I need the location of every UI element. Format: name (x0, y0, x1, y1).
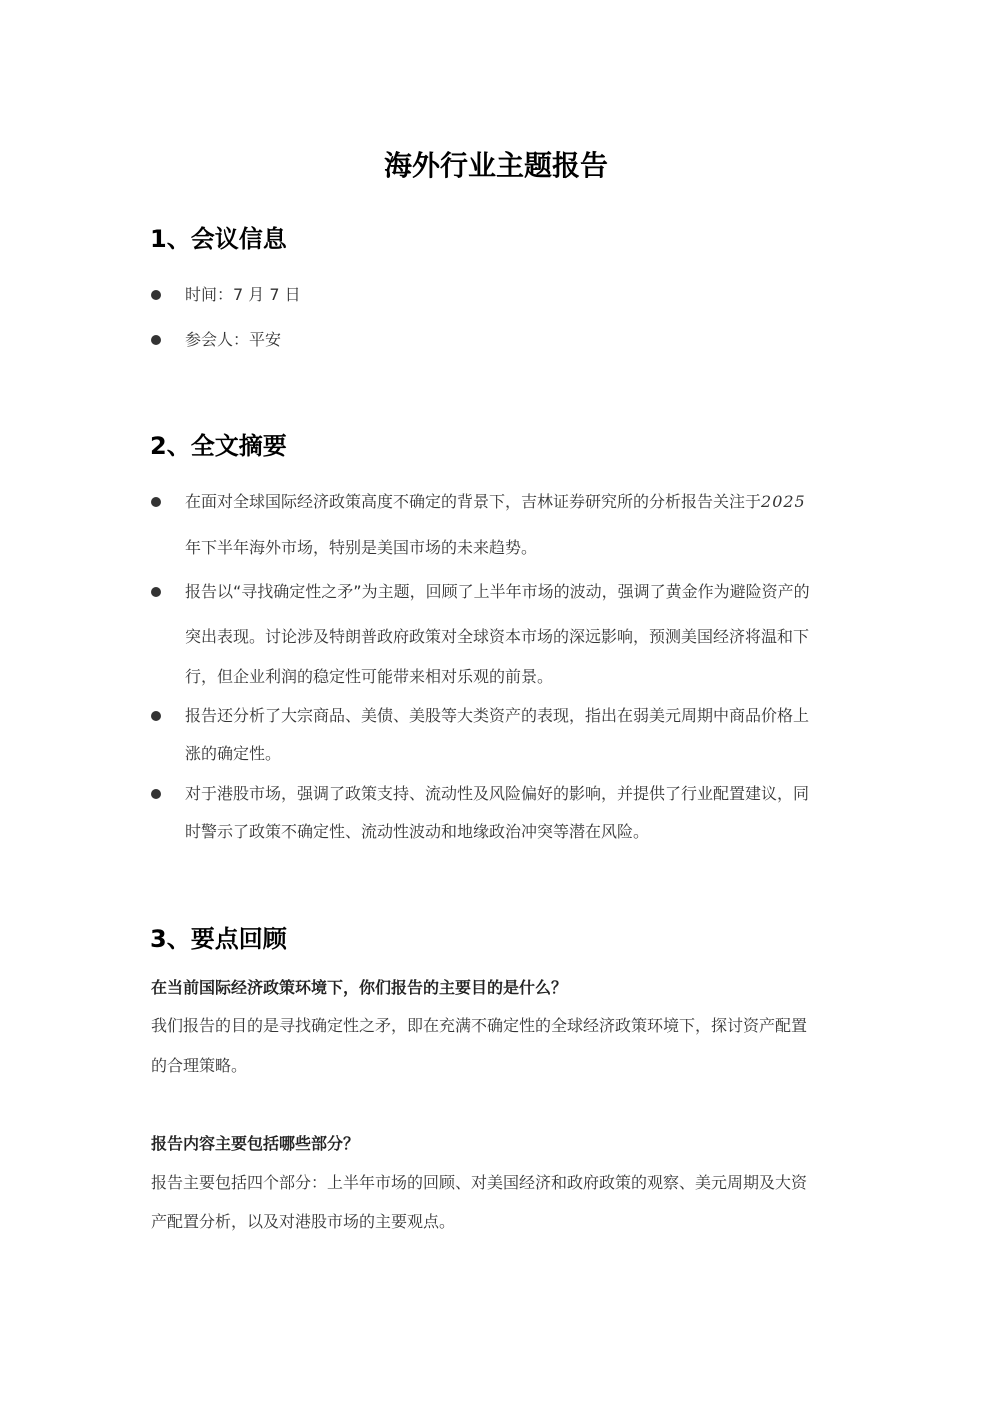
qa-answer-2-line-1: 报告主要包括四个部分：上半年市场的回顾、对美国经济和政府政策的观察、美元周期及大资 (151, 1173, 808, 1192)
summary-bullet-2-line-2: 突出表现。讨论涉及特朗普政府政策对全球资本市场的深远影响，预测美国经济将温和下 (185, 627, 810, 646)
summary-bullet-4-line-1: 对于港股市场，强调了政策支持、流动性及风险偏好的影响，并提供了行业配置建议，同 (185, 784, 810, 803)
summary-bullet-2-line-1: 报告以“寻找确定性之矛”为主题，回顾了上半年市场的波动，强调了黄金作为避险资产的 (185, 582, 810, 601)
section-heading-key-points: 3、要点回顾 (150, 925, 287, 953)
bullet-icon (150, 788, 162, 800)
bullet-icon (150, 496, 162, 508)
qa-answer-2-line-2: 产配置分析，以及对港股市场的主要观点。 (151, 1212, 456, 1231)
summary-bullet-3-line-1: 报告还分析了大宗商品、美债、美股等大类资产的表现，指出在弱美元周期中商品价格上 (185, 706, 810, 725)
summary-bullet-1-line-2: 年下半年海外市场，特别是美国市场的未来趋势。 (185, 538, 538, 557)
qa-question-2: 报告内容主要包括哪些部分？ (151, 1134, 360, 1153)
summary-bullet-1-line-1 (185, 491, 806, 513)
section-heading-summary: 2、全文摘要 (150, 432, 287, 460)
section-heading-meeting-info: 1、会议信息 (150, 225, 287, 253)
document-title: 海外行业主题报告 (383, 149, 608, 182)
qa-answer-1-line-2: 的合理策略。 (151, 1056, 248, 1075)
bullet-icon (150, 289, 162, 301)
qa-answer-1-line-1: 我们报告的目的是寻找确定性之矛，即在充满不确定性的全球经济政策环境下，探讨资产配置 (151, 1016, 808, 1035)
meeting-time: 时间：7 月 7 日 (185, 285, 301, 304)
qa-question-1: 在当前国际经济政策环境下，你们报告的主要目的是什么？ (151, 978, 568, 997)
bullet-icon (150, 710, 162, 722)
summary-bullet-4-line-2: 时警示了政策不确定性、流动性波动和地缘政治冲突等潜在风险。 (185, 822, 650, 841)
summary-bullet-2-line-3: 行，但企业利润的稳定性可能带来相对乐观的前景。 (185, 667, 554, 686)
summary-bullet-1-text: 在面对全球国际经济政策高度不确定的背景下，吉林证券研究所的分析报告关注于 (185, 492, 762, 511)
bullet-icon (150, 586, 162, 598)
summary-year: 2025 (761, 492, 806, 511)
summary-bullet-3-line-2: 涨的确定性。 (185, 744, 282, 763)
bullet-icon (150, 334, 162, 346)
meeting-attendees: 参会人：平安 (185, 330, 282, 349)
